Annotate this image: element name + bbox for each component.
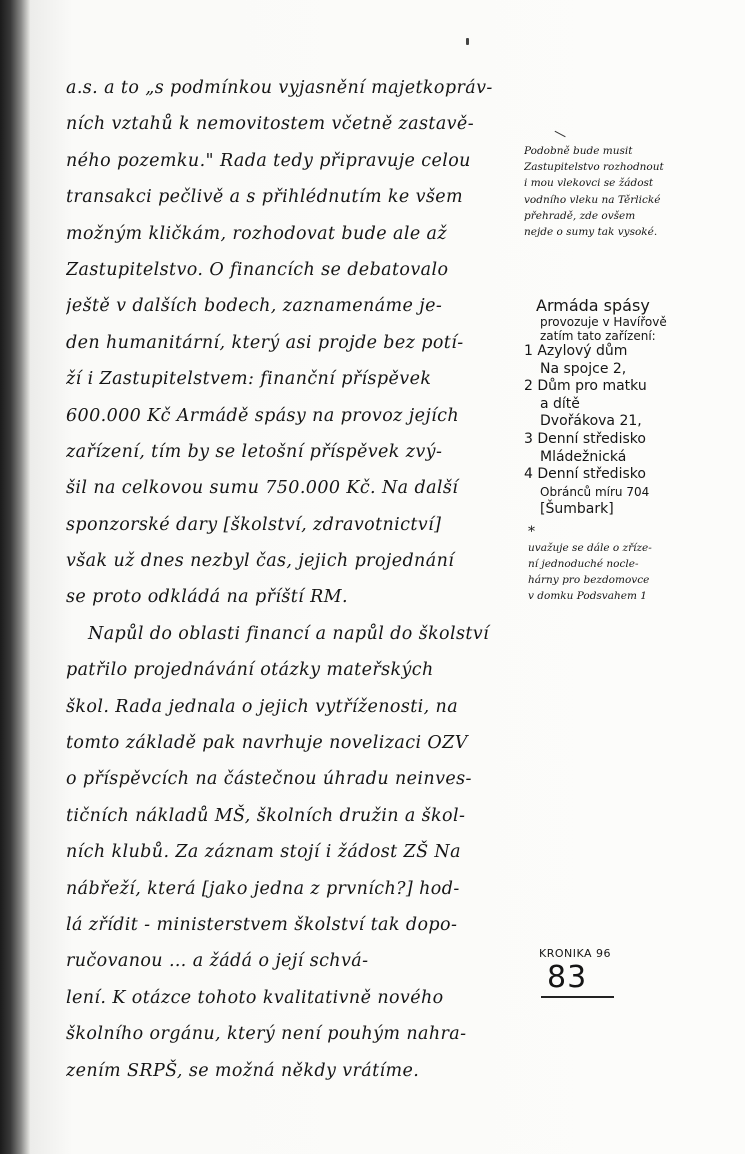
- side-note-shelter: [528, 526, 738, 604]
- book-gutter-shadow: [0, 0, 30, 1154]
- main-line: školního orgánu, který není pouhým nahra-: [66, 1024, 467, 1045]
- side-note-line: ní jednoduché nocle-: [528, 558, 639, 570]
- main-line: tomto základě pak navrhuje novelizaci OZV: [66, 733, 468, 754]
- main-line: lení. K otázce tohoto kvalitativně nového: [66, 987, 444, 1008]
- facility-address: Mládežnická: [540, 448, 627, 465]
- side-note-water-ski-lift: [524, 143, 734, 240]
- main-line: se proto odkládá na příští RM.: [66, 587, 348, 608]
- main-line: Zastupitelstvo. O financích se debatovalo: [66, 259, 449, 280]
- main-line: ží i Zastupitelstvem: finanční příspěvek: [66, 369, 432, 390]
- main-line: ních klubů. Za záznam stojí i žádost ZŠ Na: [66, 842, 461, 863]
- main-line: ručovanou … a žádá o její schvá-: [66, 951, 369, 972]
- facility-address: Obránců míru 704: [540, 484, 650, 499]
- main-line: 600.000 Kč Armádě spásy na provoz jejích: [66, 405, 460, 426]
- side-note-line: uvažuje se dále o zříze-: [528, 542, 652, 554]
- side-note-subtitle: zatím tato zařízení:: [540, 329, 656, 343]
- facility-item: 2 Dům pro matku: [524, 378, 647, 395]
- chronicle-label: KRONIKA 96: [539, 947, 612, 960]
- main-line: ještě v dalších bodech, zaznamenáme je-: [66, 296, 443, 317]
- page-number-underline: [541, 996, 614, 998]
- main-line: den humanitární, který asi projde bez potí-: [66, 332, 464, 353]
- side-note-line: i mou vlekovci se žádost: [524, 177, 654, 190]
- side-note-line: vodního vleku na Těrlické: [524, 193, 661, 206]
- facility-item: 3 Denní středisko: [524, 430, 646, 447]
- side-note-line: hárny pro bezdomovce: [528, 574, 650, 586]
- side-note-line: nejde o sumy tak vysoké.: [524, 225, 658, 238]
- main-line: zením SRPŠ, se možná někdy vrátíme.: [66, 1060, 420, 1081]
- side-note-subtitle: provozuje v Havířově: [540, 315, 667, 329]
- main-line: transakci pečlivě a s přihlédnutím ke všem: [66, 187, 464, 208]
- facility-item: 4 Denní středisko: [524, 466, 646, 483]
- main-line: zařízení, tím by se letošní příspěvek zvý-: [66, 441, 443, 462]
- facility-item: 1 Azylový dům: [524, 343, 628, 359]
- main-line: lá zřídit - ministerstvem školství tak dopo-: [66, 914, 458, 935]
- main-line-paragraph-start: Napůl do oblasti financí a napůl do školství: [88, 623, 490, 644]
- main-line: však už dnes nezbyl čas, jejich projednání: [66, 551, 455, 572]
- main-line: ného pozemku." Rada tedy připravuje celou: [66, 150, 471, 171]
- main-line: šil na celkovou sumu 750.000 Kč. Na další: [66, 478, 459, 499]
- facility-item-cont: a dítě: [540, 395, 580, 412]
- side-note-title: Armáda spásy: [536, 296, 650, 315]
- side-note-salvation-army: [524, 296, 734, 519]
- ink-mark: [466, 38, 469, 45]
- side-note-line: Podobně bude musit: [524, 145, 633, 157]
- side-note-line: přehradě, zde ovšem: [524, 209, 636, 222]
- main-line: patřilo projednávání otázky mateřských: [66, 660, 434, 681]
- main-line: sponzorské dary [školství, zdravotnictví]: [66, 514, 442, 535]
- asterisk-marker: *: [528, 524, 535, 540]
- facility-address: Na spojce 2,: [540, 360, 627, 377]
- main-text-column: [66, 70, 526, 1089]
- main-line: škol. Rada jednala o jejich vytříženosti, na: [66, 696, 459, 717]
- main-line: ních vztahů k nemovitostem včetně zastavě-: [66, 114, 475, 135]
- page-number: 83: [547, 960, 588, 995]
- main-line: a.s. a to „s podmínkou vyjasnění majetkopráv-: [66, 78, 493, 98]
- main-line: možným kličkám, rozhodovat bude ale až: [66, 223, 447, 244]
- facility-address: Dvořákova 21,: [540, 413, 642, 430]
- facility-district: [Šumbark]: [540, 501, 614, 518]
- main-line: nábřeží, která [jako jedna z prvních?] hod-: [66, 878, 460, 899]
- main-line: tičních nákladů MŠ, školních družin a škol-: [66, 805, 466, 826]
- side-note-line: Zastupitelstvo rozhodnout: [524, 161, 664, 174]
- main-line: o příspěvcích na částečnou úhradu neinves-: [66, 769, 472, 790]
- side-note-line: v domku Podsvahem 1: [528, 590, 647, 602]
